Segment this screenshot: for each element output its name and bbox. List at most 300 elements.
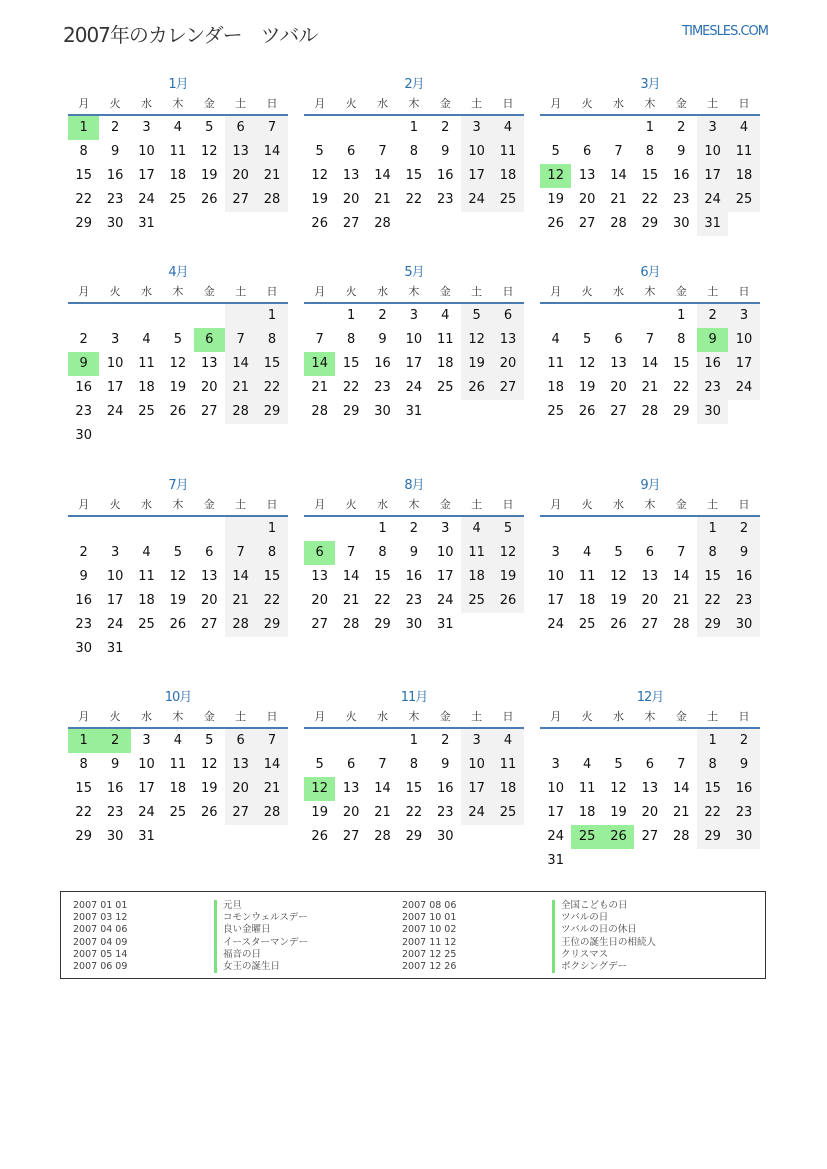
day-cell: 1 [68, 729, 99, 753]
weekday-label: 金 [675, 498, 687, 511]
month-calendar [304, 262, 524, 424]
day-cell: 26 [311, 216, 328, 231]
day-cell: 12 [200, 757, 218, 772]
empty-cell [728, 400, 759, 424]
weekday-header [304, 284, 524, 304]
day-cell: 5 [205, 733, 214, 748]
day-cell: 5 [315, 757, 324, 772]
day-cell: 25 [138, 617, 155, 632]
day-cell: 6 [582, 144, 592, 159]
day-cell: 30 [374, 404, 391, 419]
day-cell: 23 [697, 376, 728, 400]
day-cell: 17 [138, 781, 155, 796]
day-cell: 4 [142, 545, 151, 560]
day-cell: 1 [697, 729, 728, 753]
empty-cell [162, 825, 193, 849]
day-cell: 11 [578, 781, 596, 796]
day-cell: 17 [461, 164, 492, 188]
day-cell: 12 [311, 168, 328, 183]
weekday-label: 木 [408, 285, 420, 298]
day-cell: 1 [256, 304, 287, 328]
day-cell: 18 [578, 593, 596, 608]
weekday-label: 水 [612, 710, 624, 723]
empty-cell [666, 517, 697, 541]
day-cell: 15 [697, 777, 728, 801]
day-cell: 7 [677, 545, 686, 560]
weekday-label: 月 [314, 498, 326, 511]
empty-cell [634, 517, 665, 541]
day-cell: 24 [405, 380, 423, 395]
day-cell: 24 [138, 192, 155, 207]
holiday-name: ボクシングデー [552, 961, 656, 973]
site-brand-link[interactable]: TIMESLES.COM [682, 24, 768, 39]
day-cell: 22 [75, 192, 92, 207]
day-cell: 17 [728, 352, 759, 376]
day-cell: 4 [441, 308, 450, 323]
month-name: 5月 [404, 265, 424, 280]
day-cell: 21 [610, 192, 627, 207]
month-name: 10月 [164, 690, 192, 705]
empty-cell [603, 849, 634, 873]
empty-cell [225, 304, 256, 328]
empty-cell [131, 517, 162, 541]
day-cell: 20 [641, 593, 659, 608]
weekday-header [68, 497, 288, 517]
day-cell: 19 [492, 565, 523, 589]
month-calendar [68, 262, 288, 448]
day-cell: 14 [342, 569, 360, 584]
holiday-name: ツバルの日の休日 [552, 924, 656, 936]
day-cell: 7 [378, 144, 387, 159]
weekday-label: 月 [550, 710, 562, 723]
day-cell: 10 [728, 328, 759, 352]
day-cell: 30 [436, 829, 454, 844]
empty-cell [194, 212, 225, 236]
day-cell: 5 [173, 332, 182, 347]
day-cell: 16 [697, 352, 728, 376]
empty-cell [603, 116, 634, 140]
day-cell: 24 [461, 188, 492, 212]
day-cell: 1 [346, 308, 356, 323]
day-cell: 9 [110, 757, 120, 772]
day-cell: 6 [304, 541, 335, 565]
day-cell: 21 [374, 192, 391, 207]
empty-cell [162, 304, 193, 328]
day-cell: 1 [256, 517, 287, 541]
month-calendar [540, 475, 760, 637]
weekday-label: 土 [471, 97, 483, 110]
day-cell: 20 [641, 805, 659, 820]
day-cell: 27 [610, 404, 627, 419]
day-cell: 16 [728, 565, 759, 589]
day-cell: 10 [405, 332, 423, 347]
day-cell: 16 [106, 168, 124, 183]
empty-cell [162, 517, 193, 541]
holiday-date: 2007 10 01 [402, 912, 457, 924]
day-cell: 17 [697, 164, 728, 188]
weekday-label: 日 [266, 710, 278, 723]
day-cell: 29 [672, 404, 690, 419]
day-cell: 6 [645, 545, 654, 560]
day-grid [540, 304, 760, 424]
empty-cell [728, 849, 759, 873]
holiday-date: 2007 04 09 [73, 936, 128, 948]
empty-cell [461, 613, 492, 637]
empty-cell [131, 424, 162, 448]
day-cell: 18 [492, 164, 523, 188]
day-cell: 2 [441, 120, 450, 135]
day-cell: 5 [492, 517, 523, 541]
month-calendar [540, 74, 760, 236]
weekday-header [68, 709, 288, 729]
day-cell: 23 [728, 801, 759, 825]
day-cell: 24 [697, 188, 728, 212]
day-cell: 13 [342, 168, 360, 183]
month-calendar [304, 687, 524, 849]
day-cell: 9 [378, 332, 387, 347]
day-cell: 12 [492, 541, 523, 565]
day-cell: 2 [697, 304, 728, 328]
day-cell: 2 [677, 120, 686, 135]
day-cell: 28 [256, 801, 287, 825]
day-cell: 18 [461, 565, 492, 589]
month-name: 8月 [404, 478, 424, 493]
day-cell: 18 [547, 380, 564, 395]
day-cell: 13 [225, 753, 256, 777]
day-cell: 7 [378, 757, 387, 772]
day-cell: 26 [603, 825, 634, 849]
day-cell: 8 [79, 757, 88, 772]
day-cell: 1 [409, 733, 418, 748]
day-cell: 30 [75, 641, 92, 656]
day-cell: 9 [68, 352, 99, 376]
weekday-label: 火 [581, 498, 593, 511]
day-cell: 25 [461, 589, 492, 613]
day-cell: 13 [641, 569, 659, 584]
day-cell: 29 [697, 825, 728, 849]
day-cell: 28 [225, 613, 256, 637]
weekday-label: 火 [109, 97, 121, 110]
empty-cell [225, 212, 256, 236]
month-calendar [68, 74, 288, 236]
holiday-date: 2007 12 25 [402, 948, 457, 960]
day-cell: 21 [374, 805, 391, 820]
weekday-label: 火 [345, 710, 357, 723]
empty-cell [304, 517, 335, 541]
empty-cell [225, 637, 256, 661]
day-cell: 24 [728, 376, 759, 400]
day-cell: 18 [578, 805, 596, 820]
day-cell: 26 [200, 805, 218, 820]
weekday-label: 金 [439, 97, 451, 110]
holiday-date: 2007 08 06 [402, 900, 457, 911]
weekday-header [68, 284, 288, 304]
weekday-header [68, 96, 288, 116]
day-cell: 3 [409, 308, 418, 323]
day-cell: 23 [436, 805, 454, 820]
day-cell: 2 [99, 729, 130, 753]
day-cell: 13 [641, 781, 659, 796]
day-cell: 4 [492, 729, 523, 753]
day-cell: 7 [614, 144, 623, 159]
empty-cell [461, 825, 492, 849]
day-cell: 29 [75, 216, 92, 231]
day-cell: 11 [492, 753, 523, 777]
day-grid [304, 116, 524, 236]
day-cell: 24 [547, 829, 564, 844]
day-cell: 21 [256, 164, 287, 188]
day-cell: 4 [173, 733, 182, 748]
day-cell: 14 [304, 352, 335, 376]
empty-cell [162, 212, 193, 236]
empty-cell [68, 304, 99, 328]
day-cell: 24 [436, 593, 454, 608]
day-cell: 8 [645, 144, 654, 159]
day-cell: 13 [200, 356, 218, 371]
day-cell: 10 [461, 753, 492, 777]
weekday-label: 土 [707, 710, 719, 723]
day-cell: 23 [75, 617, 92, 632]
empty-cell [68, 517, 99, 541]
day-cell: 20 [225, 164, 256, 188]
weekday-label: 金 [675, 285, 687, 298]
holiday-date: 2007 11 12 [402, 936, 457, 948]
day-cell: 21 [225, 376, 256, 400]
day-cell: 29 [641, 216, 659, 231]
day-cell: 23 [672, 192, 690, 207]
month-calendar [540, 687, 760, 873]
day-cell: 11 [169, 144, 187, 159]
day-cell: 27 [342, 216, 360, 231]
day-cell: 4 [492, 116, 523, 140]
day-cell: 20 [225, 777, 256, 801]
holiday-date: 2007 01 01 [73, 900, 128, 911]
weekday-label: 日 [738, 498, 750, 511]
day-cell: 15 [342, 356, 360, 371]
day-cell: 10 [106, 569, 124, 584]
day-cell: 24 [547, 617, 564, 632]
day-grid [304, 729, 524, 849]
day-cell: 7 [677, 757, 686, 772]
day-cell: 28 [256, 188, 287, 212]
day-cell: 10 [697, 140, 728, 164]
day-cell: 20 [492, 352, 523, 376]
weekday-label: 木 [408, 498, 420, 511]
day-cell: 28 [374, 216, 391, 231]
day-cell: 1 [697, 517, 728, 541]
weekday-label: 日 [738, 97, 750, 110]
day-cell: 21 [342, 593, 360, 608]
month-name: 4月 [168, 265, 188, 280]
day-cell: 17 [436, 569, 454, 584]
day-cell: 19 [200, 168, 218, 183]
day-cell: 20 [311, 593, 328, 608]
day-cell: 14 [256, 140, 287, 164]
day-grid [68, 517, 288, 661]
day-cell: 23 [106, 805, 124, 820]
day-cell: 4 [582, 545, 592, 560]
empty-cell [540, 517, 571, 541]
holiday-name: 福音の日 [214, 949, 308, 961]
month-calendar [304, 475, 524, 637]
day-cell: 3 [110, 332, 120, 347]
day-cell: 16 [75, 593, 92, 608]
day-cell: 14 [225, 565, 256, 589]
day-cell: 26 [461, 376, 492, 400]
day-cell: 13 [200, 569, 218, 584]
weekday-label: 土 [707, 97, 719, 110]
day-cell: 14 [374, 168, 391, 183]
month-calendar [540, 262, 760, 424]
day-cell: 14 [672, 569, 690, 584]
weekday-label: 金 [675, 97, 687, 110]
weekday-label: 水 [376, 285, 388, 298]
day-cell: 3 [551, 545, 560, 560]
day-cell: 28 [311, 404, 328, 419]
day-cell: 28 [374, 829, 391, 844]
day-cell: 11 [169, 757, 187, 772]
day-cell: 22 [256, 589, 287, 613]
holiday-name: イースターマンデー [214, 937, 308, 949]
weekday-label: 月 [550, 498, 562, 511]
weekday-label: 月 [550, 285, 562, 298]
empty-cell [603, 517, 634, 541]
day-cell: 4 [582, 757, 592, 772]
day-cell: 30 [697, 400, 728, 424]
day-cell: 3 [461, 729, 492, 753]
day-cell: 18 [728, 164, 759, 188]
day-cell: 25 [728, 188, 759, 212]
day-cell: 8 [409, 757, 418, 772]
day-cell: 16 [728, 777, 759, 801]
weekday-label: 木 [644, 710, 656, 723]
day-cell: 28 [610, 216, 627, 231]
day-cell: 6 [346, 757, 356, 772]
day-cell: 24 [106, 404, 124, 419]
month-name: 6月 [640, 265, 660, 280]
holiday-name: 全国こどもの日 [552, 900, 656, 912]
empty-cell [666, 729, 697, 753]
day-cell: 2 [79, 332, 88, 347]
day-cell: 22 [697, 589, 728, 613]
holiday-name: コモンウェルスデー [214, 912, 308, 924]
weekday-label: 水 [140, 710, 152, 723]
empty-cell [256, 637, 287, 661]
month-name: 3月 [640, 77, 660, 92]
day-cell: 5 [614, 757, 623, 772]
day-cell: 17 [547, 593, 564, 608]
weekday-label: 木 [644, 97, 656, 110]
day-cell: 26 [169, 617, 187, 632]
day-cell: 6 [225, 729, 256, 753]
weekday-label: 土 [707, 498, 719, 511]
weekday-label: 土 [471, 710, 483, 723]
weekday-label: 金 [439, 285, 451, 298]
day-cell: 10 [547, 569, 564, 584]
day-cell: 11 [492, 140, 523, 164]
day-cell: 15 [75, 781, 92, 796]
month-name: 12月 [636, 690, 664, 705]
day-cell: 21 [641, 380, 659, 395]
day-cell: 19 [169, 593, 187, 608]
empty-cell [492, 613, 523, 637]
day-cell: 4 [142, 332, 151, 347]
weekday-label: 月 [314, 710, 326, 723]
month-calendar [68, 475, 288, 661]
day-cell: 1 [378, 521, 387, 536]
empty-cell [540, 729, 571, 753]
weekday-label: 水 [612, 285, 624, 298]
day-cell: 25 [169, 805, 187, 820]
day-cell: 13 [225, 140, 256, 164]
day-cell: 23 [436, 192, 454, 207]
weekday-label: 木 [172, 710, 184, 723]
day-cell: 3 [728, 304, 759, 328]
empty-cell [256, 424, 287, 448]
day-cell: 1 [409, 120, 418, 135]
day-cell: 24 [138, 805, 155, 820]
day-cell: 14 [610, 168, 627, 183]
weekday-label: 土 [235, 285, 247, 298]
legend-dates-left [73, 900, 127, 973]
day-cell: 19 [311, 192, 328, 207]
empty-cell [194, 517, 225, 541]
empty-cell [335, 517, 366, 541]
empty-cell [540, 304, 571, 328]
weekday-label: 火 [581, 710, 593, 723]
holiday-name: 女王の誕生日 [214, 961, 308, 973]
day-cell: 9 [79, 569, 88, 584]
day-cell: 6 [492, 304, 523, 328]
day-cell: 31 [547, 853, 564, 868]
day-cell: 8 [256, 541, 287, 565]
empty-cell [335, 729, 366, 753]
day-cell: 26 [311, 829, 328, 844]
day-cell: 18 [138, 593, 155, 608]
day-cell: 16 [405, 569, 423, 584]
day-cell: 27 [225, 188, 256, 212]
day-cell: 12 [578, 356, 596, 371]
empty-cell [194, 637, 225, 661]
day-cell: 22 [342, 380, 360, 395]
weekday-label: 金 [203, 285, 215, 298]
day-cell: 26 [547, 216, 564, 231]
weekday-label: 木 [172, 285, 184, 298]
day-cell: 25 [138, 404, 155, 419]
weekday-label: 月 [78, 498, 90, 511]
weekday-label: 金 [439, 710, 451, 723]
day-cell: 9 [728, 753, 759, 777]
day-cell: 13 [311, 569, 328, 584]
day-cell: 12 [610, 569, 627, 584]
day-cell: 22 [641, 192, 659, 207]
day-cell: 11 [728, 140, 759, 164]
day-cell: 9 [409, 545, 418, 560]
day-cell: 1 [677, 308, 686, 323]
holiday-name: 元旦 [214, 900, 308, 912]
weekday-header [540, 284, 760, 304]
empty-cell [367, 116, 398, 140]
weekday-label: 金 [203, 97, 215, 110]
day-cell: 7 [256, 729, 287, 753]
holiday-date: 2007 12 26 [402, 960, 457, 972]
day-cell: 19 [547, 192, 564, 207]
day-cell: 28 [672, 829, 690, 844]
day-cell: 2 [110, 120, 120, 135]
weekday-label: 木 [172, 97, 184, 110]
day-cell: 26 [610, 617, 627, 632]
day-cell: 20 [342, 805, 360, 820]
